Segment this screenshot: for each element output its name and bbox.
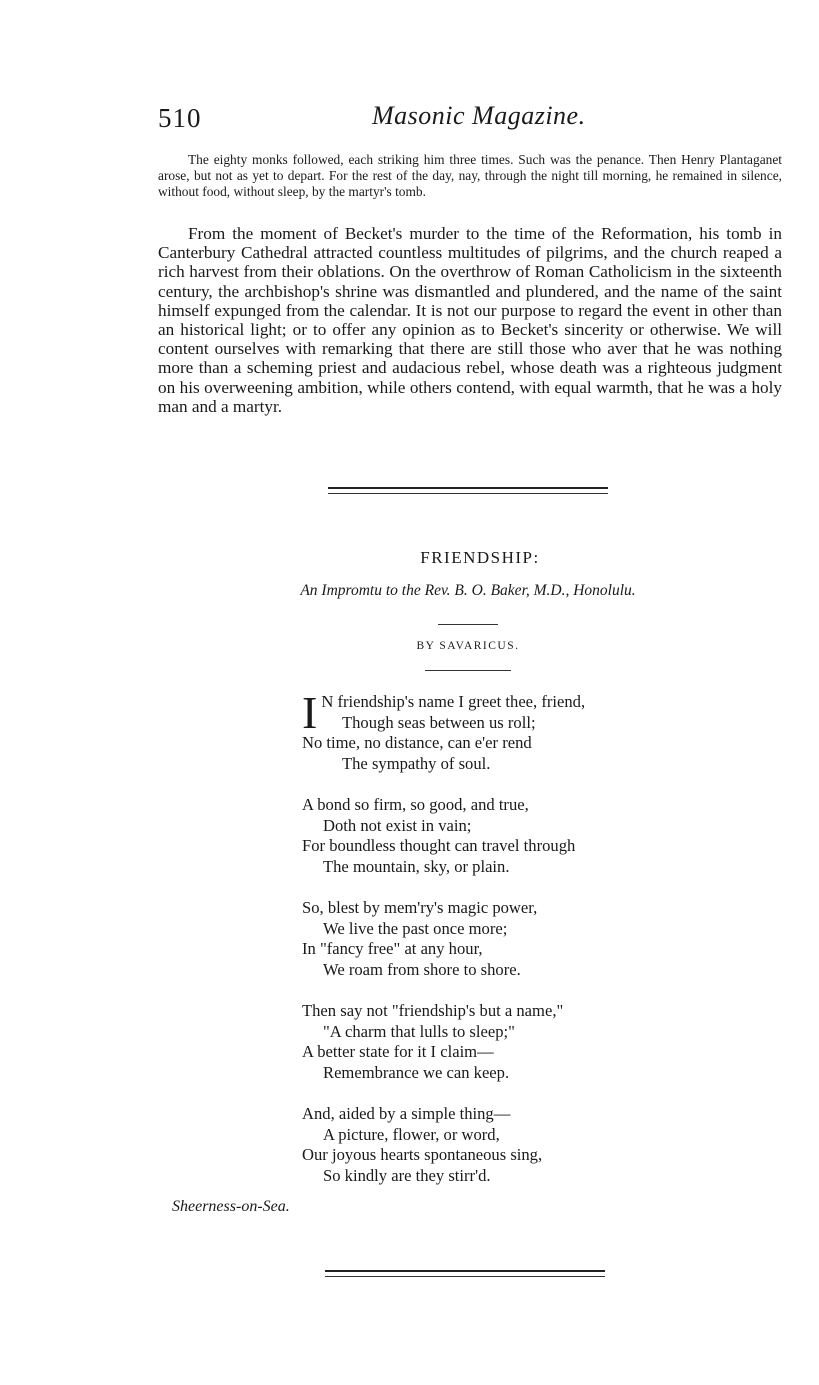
poem-line: In "fancy free" at any hour, bbox=[302, 939, 483, 958]
section-divider-bottom bbox=[325, 1270, 605, 1277]
stanza-3 bbox=[302, 898, 722, 980]
poem-line: For boundless thought can travel through bbox=[302, 836, 576, 855]
section-divider-top bbox=[328, 487, 608, 494]
poem-line: So kindly are they stirr'd. bbox=[323, 1165, 491, 1185]
quoted-excerpt bbox=[158, 152, 782, 200]
subtitle-rule bbox=[438, 624, 498, 625]
stanza-4 bbox=[302, 1001, 722, 1083]
stanza-2 bbox=[302, 795, 722, 877]
poem-line: Our joyous hearts spontaneous sing, bbox=[302, 1145, 543, 1164]
article-body bbox=[158, 224, 782, 416]
poem-body bbox=[302, 687, 722, 1207]
poem-line: A picture, flower, or word, bbox=[323, 1124, 500, 1144]
body-paragraph: From the moment of Becket's murder to the time of the Reformation, his tomb in Canterbury Cathedral attracted countless multitudes of pilgrims, and the church reaped a rich harvest from their oblations. On the overthrow of Roman Catholicism in the sixteenth century, the archbishop's shrine was dismantled and plundered, and the name of the saint himself expunged from the calendar. It is not our purpose to regard the event in other than an historical light; or to offer any opinion as to Becket's sincerity or otherwise. We will content ourselves with remarking that there are still those who aver that he was nothing more than a scheming priest and audacious rebel, whose death was a righteous judgment on his overweening ambition, while others contend, with equal warmth, that he was a holy man and a martyr. bbox=[158, 224, 782, 416]
poem-byline: BY SAVARICUS. bbox=[416, 640, 520, 652]
poem-line: No time, no distance, can e'er rend bbox=[302, 733, 532, 752]
stanza-5 bbox=[302, 1104, 722, 1186]
poem-line: Doth not exist in vain; bbox=[323, 815, 472, 835]
poem-line: Remembrance we can keep. bbox=[323, 1062, 510, 1082]
drop-cap: I bbox=[302, 687, 318, 738]
quote-paragraph: The eighty monks followed, each striking him three times. Such was the penance. Then Henry Plantaganet arose, but not as yet to depart. For the rest of the day, nay, through the night till morning, he remained in silence, without food, without sleep, by the martyr's tomb. bbox=[158, 152, 782, 199]
poem-line: We live the past once more; bbox=[323, 918, 508, 938]
poem-line: N friendship's name I greet thee, friend, bbox=[321, 692, 586, 711]
poem-line: Though seas between us roll; bbox=[342, 712, 536, 732]
running-head: Masonic Magazine. bbox=[372, 101, 586, 130]
poem-line: "A charm that lulls to sleep;" bbox=[323, 1021, 515, 1041]
poem-line: Then say not "friendship's but a name," bbox=[302, 1001, 564, 1020]
poem-line: The mountain, sky, or plain. bbox=[323, 856, 510, 876]
poem-line: And, aided by a simple thing— bbox=[302, 1104, 511, 1123]
poem-title: FRIENDSHIP: bbox=[420, 548, 540, 567]
byline-rule bbox=[425, 670, 511, 671]
poem-line: So, blest by mem'ry's magic power, bbox=[302, 898, 538, 917]
poem-line: A better state for it I claim— bbox=[302, 1042, 494, 1061]
stanza-1 bbox=[302, 687, 722, 774]
poem-subtitle: An Impromtu to the Rev. B. O. Baker, M.D., Honolulu. bbox=[300, 582, 636, 599]
poem-place: Sheerness-on-Sea. bbox=[172, 1198, 290, 1215]
poem-line: A bond so firm, so good, and true, bbox=[302, 795, 529, 814]
poem-line: We roam from shore to shore. bbox=[323, 959, 521, 979]
poem-line: The sympathy of soul. bbox=[342, 753, 491, 773]
page-number: 510 bbox=[158, 103, 202, 133]
